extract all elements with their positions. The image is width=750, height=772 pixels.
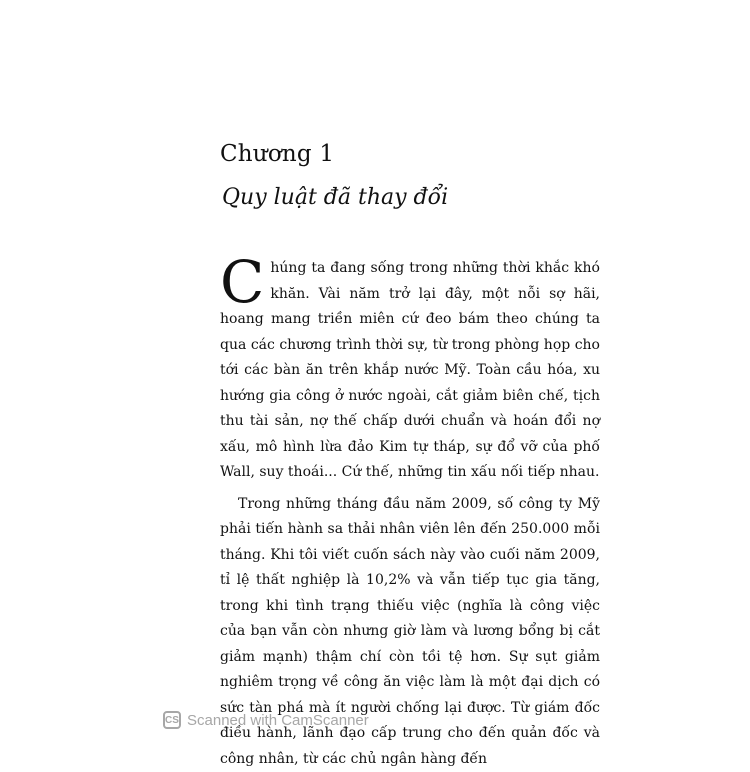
chapter-title: Quy luật đã thay đổi <box>222 185 448 210</box>
camscanner-logo-icon: CS <box>163 711 181 729</box>
paragraph-1-text: húng ta đang sống trong những thời khắc khó khăn. Vài năm trở lại đây, một nỗi sợ hãi, hoang mang triền miên cứ đeo bám theo chúng ta qua các chương trình thời sự, từ trong phòng họp cho tới các bàn ăn trên khắp nước Mỹ. Toàn cầu hóa, xu hướng gia công ở nước ngoài, cắt giảm biên chế, tịch thu tài sản, nợ thế chấp dưới chuẩn và hoán đổi nợ xấu, mô hình lừa đảo Kim tự tháp, sự đổ vỡ của phố Wall, suy thoái... Cứ thế, những tin xấu nối tiếp nhau. <box>220 260 600 480</box>
drop-cap: C <box>220 258 264 306</box>
watermark-text: Scanned with CamScanner <box>187 712 369 729</box>
camscanner-watermark <box>163 711 369 729</box>
body-text <box>220 256 600 772</box>
paragraph-1 <box>220 256 600 486</box>
chapter-number: Chương 1 <box>220 141 334 167</box>
paragraph-2: Trong những tháng đầu năm 2009, số công ty Mỹ phải tiến hành sa thải nhân viên lên đến 250.000 mỗi tháng. Khi tôi viết cuốn sách này vào cuối năm 2009, tỉ lệ thất nghiệp là 10,2% và vẫn tiếp tục gia tăng, trong khi tình trạng thiếu việc (nghĩa là công việc của bạn vẫn còn nhưng giờ làm và lương bổng bị cắt giảm mạnh) thậm chí còn tồi tệ hơn. Sự sụt giảm nghiêm trọng về công ăn việc làm là một đại dịch có sức tàn phá mà ít người chống lại được. Từ giám đốc điều hành, lãnh đạo cấp trung cho đến quản đốc và công nhân, từ các chủ ngân hàng đến <box>220 492 600 772</box>
